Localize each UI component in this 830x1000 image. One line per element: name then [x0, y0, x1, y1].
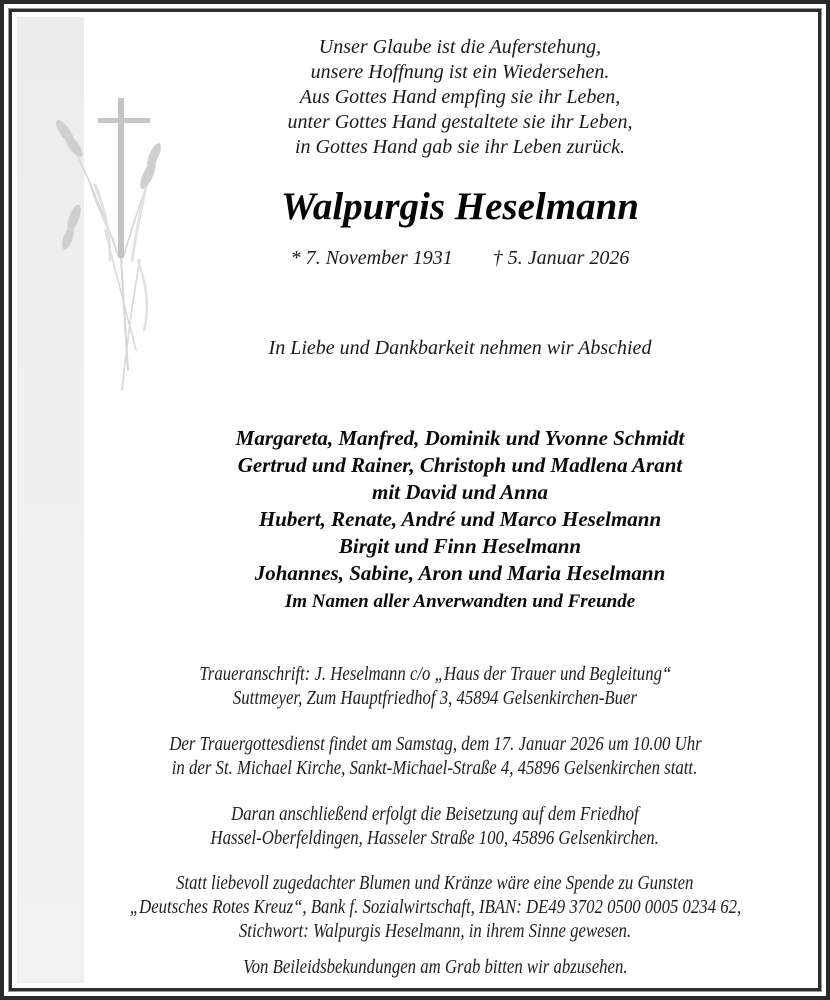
condolence-line: Von Beileidsbekundungen am Grab bitten wir abzusehen. [242, 957, 628, 978]
deceased-name: Walpurgis Heselmann [281, 185, 639, 228]
service-line: in der St. Michael Kirche, Sankt-Michael-Straße 4, 45896 Gelsenkirchen statt. [172, 758, 698, 779]
donation-line: „Deutsches Rotes Kreuz“, Bank f. Sozialwirtschaft, IBAN: DE49 3702 0500 0005 0234 62, [129, 897, 741, 918]
poem-line: Aus Gottes Hand empfing sie ihr Leben, [299, 86, 621, 108]
mourning-address [40, 663, 830, 711]
burial-line: Hassel-Oberfeldingen, Hasseler Straße 100, 45896 Gelsenkirchen. [210, 828, 660, 849]
poem-line: Unser Glaube ist die Auferstehung, [318, 36, 602, 58]
donation-line: Statt liebevoll zugedachter Blumen und Kränze wäre eine Spende zu Gunsten [176, 873, 694, 894]
address-line: Traueranschrift: J. Heselmann c/o „Haus der Trauer und Begleitung“ [199, 664, 671, 685]
cross-with-wheat-icon [40, 80, 180, 400]
address-line: Suttmeyer, Zum Hauptfriedhof 3, 45894 Gelsenkirchen-Buer [232, 688, 638, 709]
mourner-line: Johannes, Sabine, Aron und Maria Heselmann [254, 561, 666, 585]
mourners-list [150, 425, 770, 617]
poem-line: unter Gottes Hand gestaltete sie ihr Leben, [287, 111, 633, 133]
service-line: Der Trauergottesdienst findet am Samstag, dem 17. Januar 2026 um 10.00 Uhr [168, 734, 702, 755]
poem-verse [180, 35, 740, 160]
mourner-line: Margareta, Manfred, Dominik und Yvonne Schmidt [235, 426, 685, 450]
farewell-line: In Liebe und Dankbarkeit nehmen wir Abschied [268, 337, 652, 359]
mourners-closing: Im Namen aller Anverwandten und Freunde [284, 591, 636, 612]
death-date: † 5. Januar 2026 [492, 247, 630, 269]
donation-line: Stichwort: Walpurgis Heselmann, in ihrem Sinne gewesen. [238, 921, 632, 942]
poem-line: in Gottes Hand gab sie ihr Leben zurück. [295, 136, 625, 158]
poem-line: unsere Hoffnung ist ein Wiedersehen. [310, 61, 610, 83]
life-dates [180, 245, 740, 271]
condolence-note [40, 956, 830, 980]
service-info [40, 733, 830, 781]
mourner-line: Birgit und Finn Heselmann [338, 534, 582, 558]
mourner-line: Hubert, Renate, André und Marco Heselmann [258, 507, 662, 531]
mourner-line: mit David und Anna [371, 480, 549, 504]
mourner-line: Gertrud und Rainer, Christoph und Madlena Arant [237, 453, 683, 477]
burial-info [40, 803, 830, 851]
donation-info [40, 872, 830, 944]
birth-date: * 7. November 1931 [290, 247, 453, 269]
burial-line: Daran anschließend erfolgt die Beisetzung auf dem Friedhof [231, 804, 639, 825]
